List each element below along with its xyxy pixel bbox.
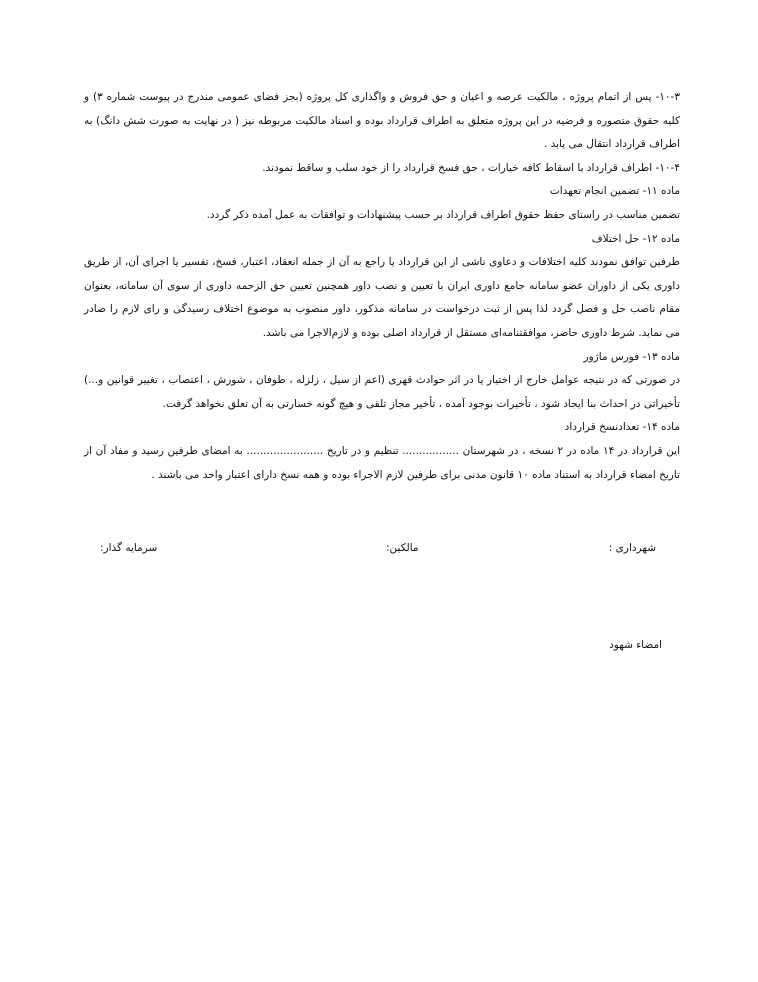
article-13-text: در صورتی که در نتیجه عوامل خارج از اختیار یا در اثر حوادث قهری (اعم از سیل ، زلزله ، طوفان ، شورش ، اعتصاب ، تغییر قوانین و...) تأخیراتی در احداث بنا ایجاد شود ، تأخیرات بوجود آمده ، تأخیر مجاز تلقی و هیچ گونه خسارتی به آن تعلق نخواهد گرفت. <box>84 374 680 410</box>
municipality-signature-label: شهرداری : <box>608 542 656 554</box>
investor-signature-label: سرمایه گذار: <box>100 542 158 554</box>
owners-signature-label: مالکین: <box>386 542 419 554</box>
witnesses-signature-label: امضاء شهود <box>609 639 662 651</box>
clause-10-4: ۱۰-۴- اطراف قرارداد با اسقاط کافه خیارات ، حق فسخ قرارداد را از خود سلب و ساقط نمودند. <box>262 161 680 174</box>
article-12-heading: ماده ۱۲- حل اختلاف <box>591 232 680 245</box>
article-14-heading: ماده ۱۴- تعدادنسخ قرارداد <box>564 421 680 434</box>
clause-10-3: ۱۰-۳- پس از اتمام پروژه ، مالکیت عرصه و اعیان و حق فروش و واگذاری کل پروژه (بجز فضای عمومی مندرج در پیوست شماره ۳) و کلیه حقوق متصوره و فرضیه در این پروژه متعلق به اطراف قرارداد بوده و اسناد مالکیت مربوطه نیز ( در نهایت به صورت شش دانگ) به اطراف قرارداد انتقال می یابد . <box>84 91 680 151</box>
article-11-text: تضمین مناسب در راستای حفظ حقوق اطراف قرارداد بر حسب پیشنهادات و توافقات به عمل آمده ذکر گردد. <box>206 208 680 221</box>
article-14-text: این قرارداد در ۱۴ ماده در ۲ نسخه ، در شهرستان ................. تنظیم و در تاریخ ....................... به امضای طرفین رسید و مفاد آن از تاریخ امضاء قرارداد به استناد ماده ۱۰ قانون مدنی برای طرفین لازم الاجراء بوده و همه نسخ دارای اعتبار واحد می باشند . <box>84 444 680 481</box>
article-12-text: طرفین توافق نمودند کلیه اختلافات و دعاوی ناشی از این قرارداد یا راجع به آن از جمله انعقاد، اعتبار، فسخ، تفسیر یا اجرای آن، از طریق داوری یکی از داوران عضو سامانه جامع داوری ایران با تعیین و نصب داور همچنین تعیین حق الزحمه داوری از سوی آن سامانه، بعنوان مقام ناصب حل و فصل گردد لذا پس از ثبت درخواست در سامانه مذکور، داور منصوب به موضوع اختلاف رسیدگی و رای لازم را صادر می نماید. شرط داوری حاضر، موافقتنامه‌ای مستقل از قرارداد اصلی بوده و لازم‌الاجرا می باشد. <box>84 256 680 339</box>
contract-body <box>84 86 680 487</box>
article-11-heading: ماده ۱۱- تضمین انجام تعهدات <box>549 185 680 198</box>
article-13-heading: ماده ۱۳- فورس ماژور <box>583 350 680 363</box>
